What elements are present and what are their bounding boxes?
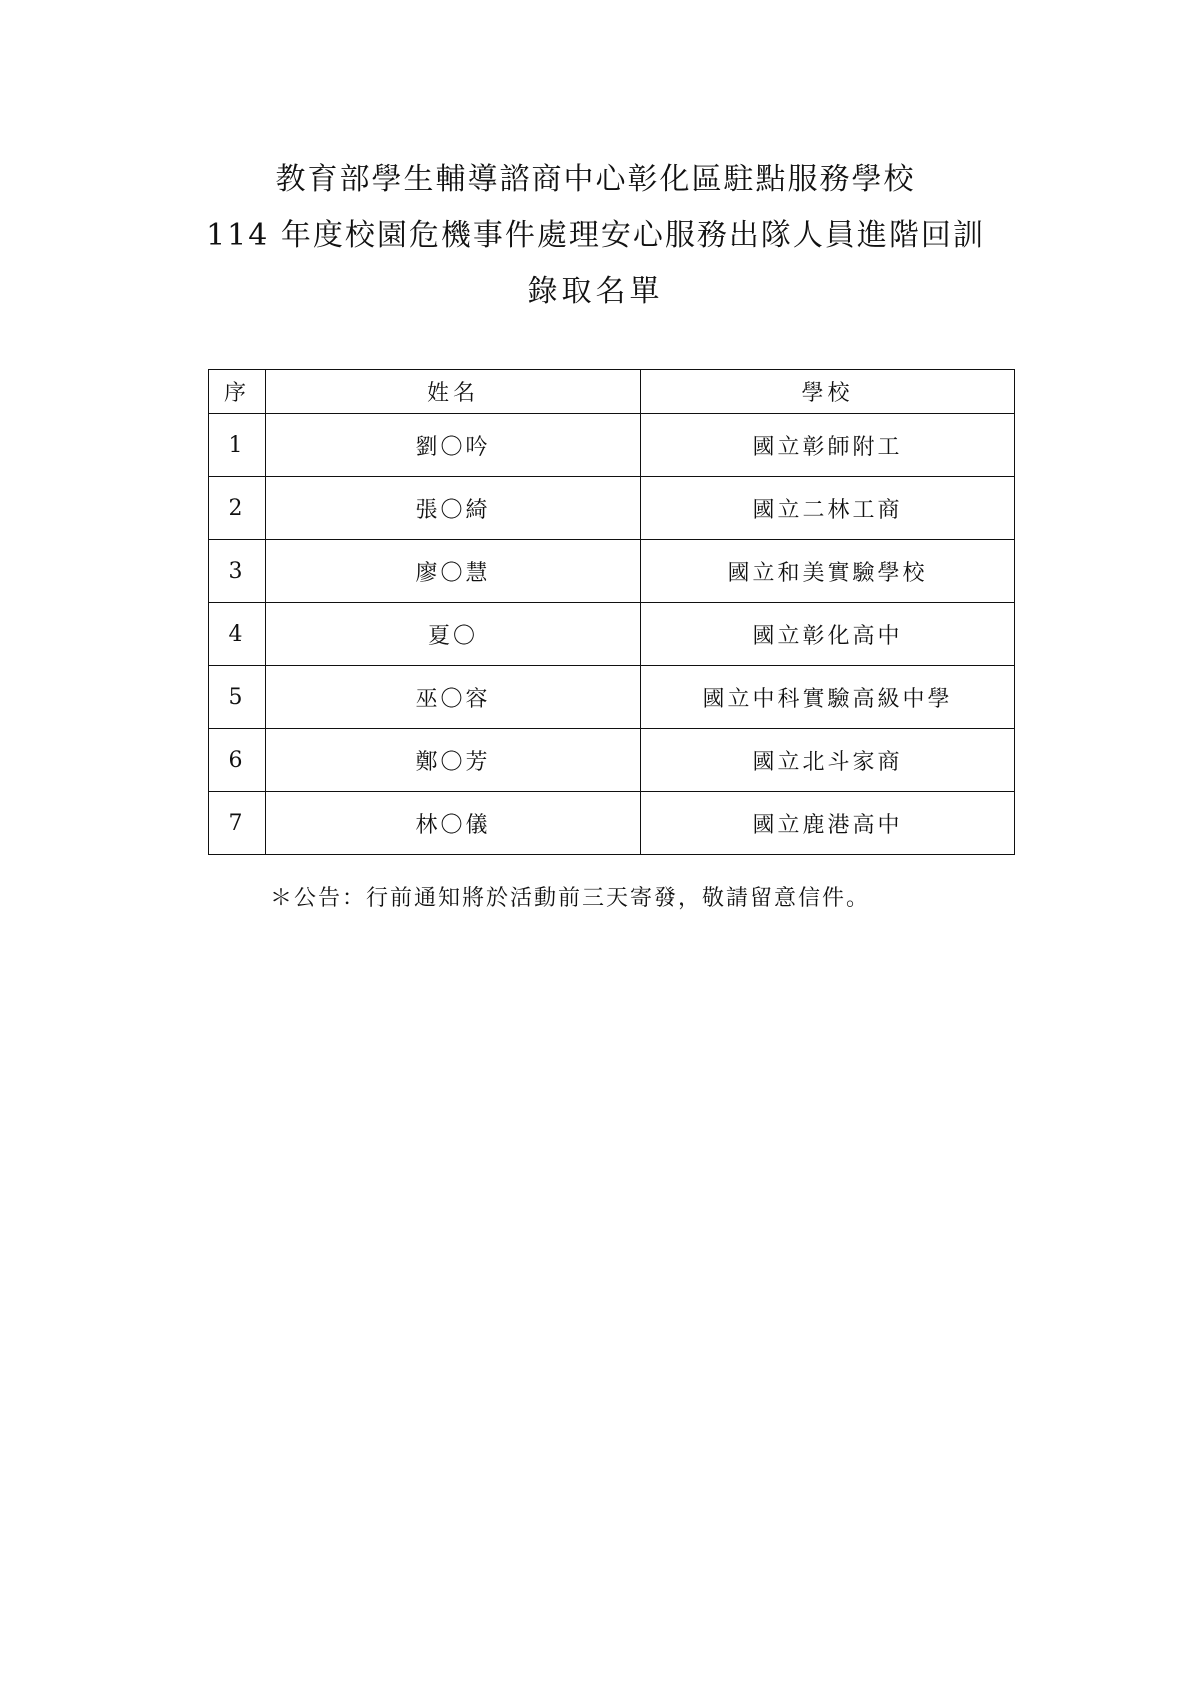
- admission-list-table: [208, 369, 1015, 855]
- school-cell: 國立和美實驗學校: [641, 540, 1015, 603]
- table-row: [209, 666, 1015, 729]
- document-title-line-1: 教育部學生輔導諮商中心彰化區駐點服務學校: [275, 162, 916, 197]
- name-cell: 巫〇容: [266, 666, 641, 729]
- table-row: [209, 477, 1015, 540]
- name-cell: 夏〇: [266, 603, 641, 666]
- document-title-line-2: 114 年度校園危機事件處理安心服務出隊人員進階回訓: [206, 218, 985, 253]
- school-cell: 國立彰師附工: [641, 414, 1015, 477]
- table-row: [209, 729, 1015, 792]
- announcement-note: ＊公告：行前通知將於活動前三天寄發，敬請留意信件。: [270, 886, 871, 911]
- document-title-line-3: 錄取名單: [527, 274, 664, 309]
- seq-cell: 2: [209, 477, 266, 540]
- school-cell: 國立二林工商: [641, 477, 1015, 540]
- name-cell: 林〇儀: [266, 792, 641, 855]
- seq-cell: 4: [209, 603, 266, 666]
- name-cell: 劉〇吟: [266, 414, 641, 477]
- name-cell: 廖〇慧: [266, 540, 641, 603]
- column-header-school: 學校: [641, 370, 1015, 414]
- seq-cell: 5: [209, 666, 266, 729]
- seq-cell: 7: [209, 792, 266, 855]
- seq-cell: 6: [209, 729, 266, 792]
- column-header-name: 姓名: [266, 370, 641, 414]
- table-row: [209, 792, 1015, 855]
- column-header-seq: 序: [209, 370, 266, 414]
- school-cell: 國立鹿港高中: [641, 792, 1015, 855]
- school-cell: 國立彰化高中: [641, 603, 1015, 666]
- seq-cell: 1: [209, 414, 266, 477]
- table-row: [209, 603, 1015, 666]
- seq-cell: 3: [209, 540, 266, 603]
- table-row: [209, 540, 1015, 603]
- name-cell: 張〇綺: [266, 477, 641, 540]
- name-cell: 鄭〇芳: [266, 729, 641, 792]
- school-cell: 國立中科實驗高級中學: [641, 666, 1015, 729]
- school-cell: 國立北斗家商: [641, 729, 1015, 792]
- table-header-row: [209, 370, 1015, 414]
- table-row: [209, 414, 1015, 477]
